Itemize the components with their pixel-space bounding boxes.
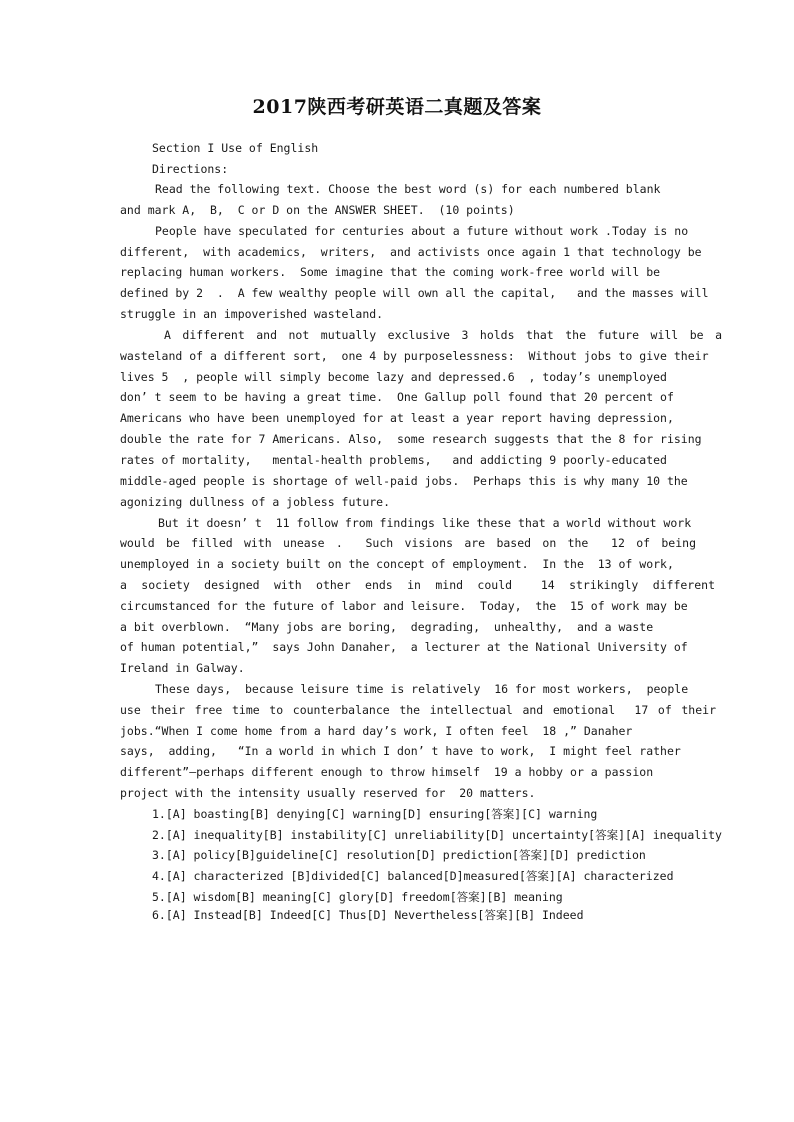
paragraph-line: These days, because leisure time is relatively 16 for most workers, people [155, 682, 689, 696]
paragraph-line: wasteland of a different sort, one 4 by purposelessness: Without jobs to give their [120, 349, 709, 363]
paragraph-line: circumstanced for the future of labor and leisure. Today, the 15 of work may be [120, 599, 688, 613]
paragraph-line: struggle in an impoverished wasteland. [120, 307, 384, 321]
answer-line: 1.[A] boasting[B] denying[C] warning[D] ensuring[答案][C] warning [152, 807, 598, 821]
paragraph-line: replacing human workers. Some imagine that the coming work-free world will be [120, 265, 661, 279]
paragraph-line: don’ t seem to be having a great time. One Gallup poll found that 20 percent of [120, 390, 674, 404]
paragraph-line: rates of mortality, mental-health problems, and addicting 9 poorly-educated [120, 453, 667, 467]
section-heading: Section I Use of English [152, 141, 319, 155]
paragraph-line: But it doesn’ t 11 follow from findings like these that a world without work [158, 516, 692, 530]
paragraph-line: a society designed with other ends in mind could 14 strikingly different [120, 578, 715, 592]
paragraph-line: agonizing dullness of a jobless future. [120, 495, 391, 509]
paragraph-line: jobs.“When I come home from a hard day’s work, I often feel 18 ,” Danaher [120, 724, 633, 738]
answer-line: 4.[A] characterized [B]divided[C] balanced[D]measured[答案][A] characterized [152, 869, 674, 883]
paragraph-line: A different and not mutually exclusive 3 holds that the future will be a [164, 328, 722, 342]
paragraph-line: middle-aged people is shortage of well-paid jobs. Perhaps this is why many 10 the [120, 474, 688, 488]
paragraph-line: double the rate for 7 Americans. Also, some research suggests that the 8 for rising [120, 432, 702, 446]
document-title: 2017陕西考研英语二真题及答案 [252, 96, 542, 118]
directions-label: Directions: [152, 162, 229, 176]
paragraph-line: says, adding, “In a world in which I don’ t have to work, I might feel rather [120, 744, 681, 758]
directions-line: Read the following text. Choose the best word (s) for each numbered blank [155, 182, 661, 196]
paragraph-line: use their free time to counterbalance the intellectual and emotional 17 of their [120, 703, 716, 717]
paragraph-line: defined by 2 . A few wealthy people will own all the capital, and the masses will [120, 286, 709, 300]
paragraph-line: Ireland in Galway. [120, 661, 245, 675]
answer-line: 6.[A] Instead[B] Indeed[C] Thus[D] Nevertheless[答案][B] Indeed [152, 908, 584, 922]
paragraph-line: unemployed in a society built on the concept of employment. In the 13 of work, [120, 557, 674, 571]
answer-line: 3.[A] policy[B]guideline[C] resolution[D] prediction[答案][D] prediction [152, 848, 646, 862]
paragraph-line: People have speculated for centuries about a future without work .Today is no [155, 224, 689, 238]
paragraph-line: different, with academics, writers, and activists once again 1 that technology be [120, 245, 702, 259]
paragraph-line: a bit overblown. “Many jobs are boring, degrading, unhealthy, and a waste [120, 620, 654, 634]
paragraph-line: lives 5 , people will simply become lazy and depressed.6 , today’s unemployed [120, 370, 667, 384]
directions-line: and mark A, B, C or D on the ANSWER SHEET. (10 points) [120, 203, 515, 217]
paragraph-line: different”—perhaps different enough to throw himself 19 a hobby or a passion [120, 765, 654, 779]
paragraph-line: would be filled with unease . Such visions are based on the 12 of being [120, 536, 696, 550]
paragraph-line: project with the intensity usually reserved for 20 matters. [120, 786, 536, 800]
paragraph-line: Americans who have been unemployed for at least a year report having depression, [120, 411, 674, 425]
answer-line: 2.[A] inequality[B] instability[C] unreliability[D] uncertainty[答案][A] inequality [152, 828, 722, 842]
paragraph-line: of human potential,” says John Danaher, a lecturer at the National University of [120, 640, 688, 654]
answer-line: 5.[A] wisdom[B] meaning[C] glory[D] freedom[答案][B] meaning [152, 890, 563, 904]
